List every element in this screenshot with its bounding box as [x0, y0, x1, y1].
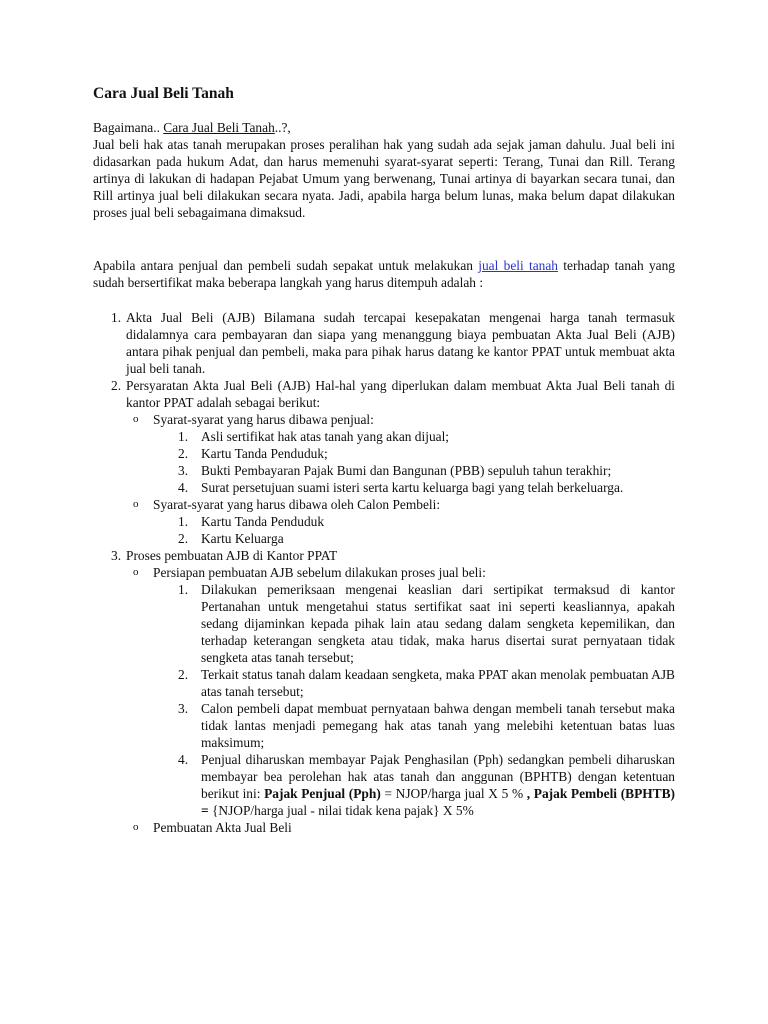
item-number: 3.: [178, 701, 189, 716]
list-item: [153, 581, 675, 666]
item-number: 1.: [178, 582, 189, 597]
item-text: Kartu Tanda Penduduk: [201, 514, 325, 529]
item-number: 4.: [178, 480, 189, 495]
persiapan-items: [153, 581, 675, 819]
pembuatan-ajb: [126, 819, 675, 836]
step-3: [93, 547, 675, 836]
step-text: Akta Jual Beli (AJB) Bilamana sudah tercapai kesepakatan mengenai harga tanah termasuk didalamnya cara pembayaran dan siapa yang menanggung biaya pembuatan Akta Jual Beli (AJB) antara pihak penjual dan pembeli, maka para pihak harus datang ke kantor PPAT untuk membuat akta jual beli tanah.: [126, 310, 675, 376]
jual-beli-tanah-link[interactable]: jual beli tanah: [478, 258, 558, 273]
intro-suffix: ..?,: [274, 120, 291, 135]
list-item: [153, 462, 675, 479]
syarat-pembeli: [126, 496, 675, 547]
syarat-penjual: [126, 411, 675, 496]
bullet-icon: o: [133, 566, 139, 578]
sublist-label: Syarat-syarat yang harus dibawa oleh Calon Pembeli:: [153, 497, 441, 512]
intro-body: Jual beli hak atas tanah merupakan proses peralihan hak yang sudah ada sejak jaman dahulu. Jual beli ini didasarkan pada hukum Adat, dan harus memenuhi syarat-syarat seperti: Terang, Tunai dan Rill. Terang artinya di lakukan di hadapan Pejabat Umum yang berwenang, Tunai artinya di bayarkan secara tunai, dan Rill artinya jual beli dilakukan secara nyata. Jadi, apabila harga belum lunas, maka belum dapat dilakukan proses jual beli sebagaimana dimaksud.: [93, 137, 675, 220]
item-number: 1.: [178, 429, 189, 444]
step-text: Proses pembuatan AJB di Kantor PPAT: [126, 548, 338, 563]
step-text: Persyaratan Akta Jual Beli (AJB) Hal-hal yang diperlukan dalam membuat Akta Jual Beli tanah di kantor PPAT adalah sebagai berikut:: [126, 378, 675, 410]
sublist-label: Persiapan pembuatan AJB sebelum dilakukan proses jual beli:: [153, 565, 486, 580]
item-text: Asli sertifikat hak atas tanah yang akan dijual;: [201, 429, 450, 444]
item-number: 3.: [178, 463, 189, 478]
item-text: Calon pembeli dapat membuat pernyataan bahwa dengan membeli tanah tersebut maka tidak lantas menjadi pemegang hak atas tanah yang melebihi ketentuan batas luas maksimum;: [201, 701, 675, 750]
step-number: 3.: [111, 548, 122, 563]
intro-prefix: Bagaimana..: [93, 120, 164, 135]
apabila-paragraph: [93, 257, 675, 291]
step-number: 1.: [111, 310, 122, 325]
item-text: Dilakukan pemeriksaan mengenai keaslian dari sertipikat termaksud di kantor Pertanahan untuk mengetahui status sertifikat saat ini seperti keasliannya, apakah sedang dijaminkan kepada pihak lain atau sedang dalam sengketa kepemilikan, dan terhadap keterangan sengketa atau tidak, maka harus disertai surat pernyataan tidak sengketa atas tanah tersebut;: [201, 582, 675, 665]
item-text: Kartu Keluarga: [201, 531, 284, 546]
item-text: Kartu Tanda Penduduk;: [201, 446, 328, 461]
list-item: [153, 428, 675, 445]
item-text: Bukti Pembayaran Pajak Bumi dan Bangunan (PBB) sepuluh tahun terakhir;: [201, 463, 612, 478]
bullet-icon: o: [133, 498, 139, 510]
step-number: 2.: [111, 378, 122, 393]
item-text: Surat persetujuan suami isteri serta kartu keluarga bagi yang telah berkeluarga.: [201, 480, 624, 495]
apabila-before: Apabila antara penjual dan pembeli sudah sepakat untuk melakukan: [93, 258, 479, 273]
page-title: Cara Jual Beli Tanah: [93, 85, 234, 102]
step-1: [93, 309, 675, 377]
pajak-penjual-formula: = NJOP/harga jual X 5 %: [380, 786, 527, 801]
sublist-label: Syarat-syarat yang harus dibawa penjual:: [153, 412, 374, 427]
syarat-penjual-items: [153, 428, 675, 496]
pajak-pembeli-formula: {NJOP/harga jual - nilai tidak kena pajak} X 5%: [208, 803, 474, 818]
pajak-penjual-label: Pajak Penjual (Pph): [264, 786, 381, 801]
step-2-sublist: [126, 411, 675, 547]
item-number: 4.: [178, 752, 189, 767]
list-item: [153, 530, 675, 547]
persiapan-ajb: [126, 564, 675, 819]
list-item: [153, 479, 675, 496]
item-number: 2.: [178, 667, 189, 682]
list-item: [153, 445, 675, 462]
list-item: [153, 513, 675, 530]
item-number: 1.: [178, 514, 189, 529]
bullet-icon: o: [133, 821, 139, 833]
item-number: 2.: [178, 446, 189, 461]
intro-link[interactable]: Cara Jual Beli Tanah: [163, 120, 275, 135]
step-3-sublist: [126, 564, 675, 836]
syarat-pembeli-items: [153, 513, 675, 547]
sublist-label: Pembuatan Akta Jual Beli: [153, 820, 292, 835]
pajak-pembeli-label: , Pajak Pembeli (BPHTB) =: [201, 786, 675, 818]
intro-paragraph: [93, 119, 675, 221]
steps-list: [93, 309, 675, 836]
list-item: [153, 751, 675, 819]
item-number: 2.: [178, 531, 189, 546]
document-page: [93, 84, 675, 836]
apabila-after: terhadap tanah yang sudah bersertifikat maka beberapa langkah yang harus ditempuh adalah :: [93, 258, 675, 290]
step-2: [93, 377, 675, 547]
list-item: [153, 666, 675, 700]
bullet-icon: o: [133, 413, 139, 425]
item-text: Penjual diharuskan membayar Pajak Penghasilan (Pph) sedangkan pembeli diharuskan membayar bea perolehan hak atas tanah dan anggunan (BPHTB) dengan ketentuan berikut ini:: [201, 752, 675, 801]
item-text: Terkait status tanah dalam keadaan sengketa, maka PPAT akan menolak pembuatan AJB atas tanah tersebut;: [201, 667, 675, 699]
list-item: [153, 700, 675, 751]
